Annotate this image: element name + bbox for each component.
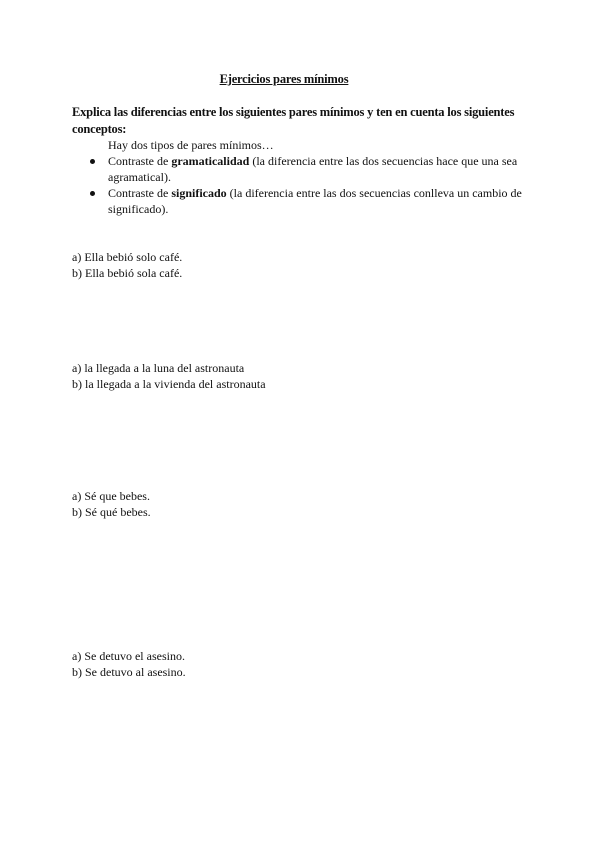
concept-term: gramaticalidad (171, 154, 250, 168)
pair-option-b: b) Se detuvo al asesino. (72, 665, 186, 679)
pair-option-b: b) la llegada a la vivienda del astronauta (72, 377, 266, 391)
concept-item-significado (90, 185, 530, 217)
minimal-pair-3 (72, 488, 151, 520)
pair-option-a: a) Se detuvo el asesino. (72, 649, 185, 663)
pair-option-b: b) Ella bebió sola café. (72, 266, 183, 280)
minimal-pair-4 (72, 648, 186, 680)
bullet-icon (90, 159, 95, 164)
pair-option-a: a) Sé que bebes. (72, 489, 150, 503)
concept-list (90, 153, 530, 217)
subintro-text: Hay dos tipos de pares mínimos… (108, 138, 274, 152)
concept-description: (la diferencia entre las dos secuencias conlleva un cambio de significado). (108, 186, 522, 216)
concept-term: significado (171, 186, 227, 200)
pair-option-b: b) Sé qué bebes. (72, 505, 151, 519)
pair-option-a: a) Ella bebió solo café. (72, 250, 183, 264)
concept-item-gramaticalidad (90, 153, 530, 185)
concept-prefix: Contraste de (108, 154, 172, 168)
instructions-text: Explica las diferencias entre los siguientes pares mínimos y ten en cuenta los siguientes conceptos: (72, 105, 515, 136)
document-title: Ejercicios pares mínimos (219, 72, 349, 86)
pair-option-a: a) la llegada a la luna del astronauta (72, 361, 245, 375)
minimal-pair-1 (72, 249, 182, 281)
concept-prefix: Contraste de (108, 186, 172, 200)
minimal-pair-2 (72, 360, 266, 392)
concept-description: (la diferencia entre las dos secuencias hace que una sea agramatical). (108, 154, 518, 184)
bullet-icon (90, 191, 95, 196)
